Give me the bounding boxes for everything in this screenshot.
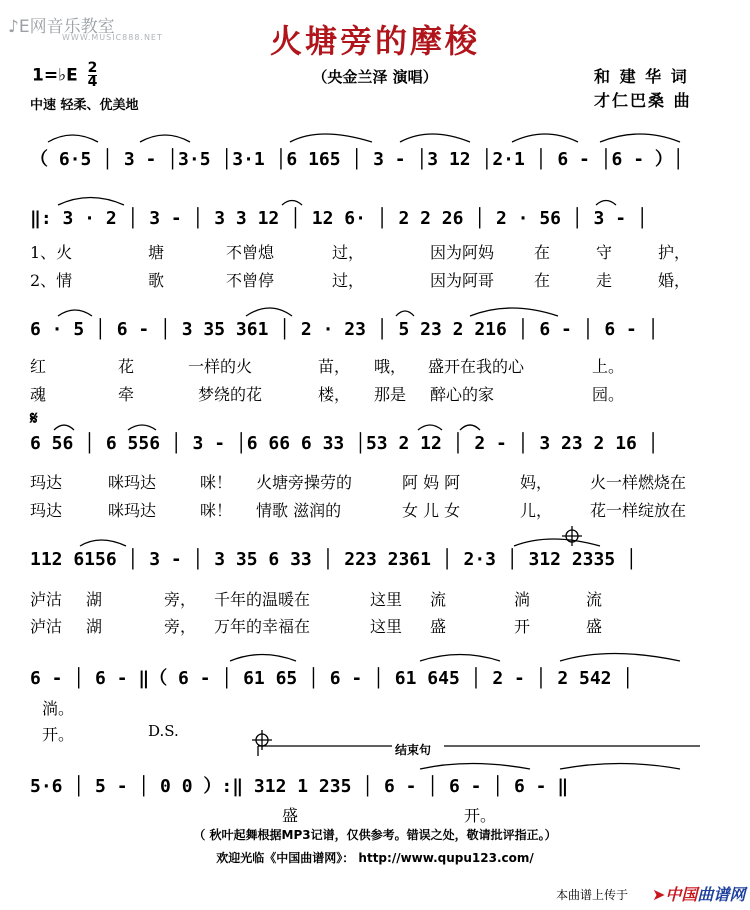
lyric-word: 在: [534, 271, 551, 290]
lyric-word: 咪！: [200, 473, 233, 492]
slur: [80, 540, 126, 546]
music-row-7: 5·6 │ 5 - │ 0 0 ）:‖ 312 1 235 │ 6 - │ 6 - │ 6 - ‖: [30, 776, 569, 797]
slur: [418, 425, 442, 430]
lyric-word: 这里: [370, 617, 403, 636]
music-row-6: 6 - │ 6 - ‖（ 6 - │ 61 65 │ 6 - │ 61 645 │ 2 - │ 2 542 │: [30, 668, 634, 689]
lyric-word: 魂: [30, 385, 47, 404]
slur: [48, 135, 98, 142]
lyric-word: 走: [596, 271, 613, 290]
lyric-word: 2、情: [30, 271, 73, 290]
lyric-word: 咪玛达: [108, 473, 157, 492]
slur: [470, 308, 558, 316]
lyric-word: 湖: [86, 590, 103, 609]
lyric-word: 女 儿 女: [402, 501, 461, 520]
lyric-word: 不曾停: [226, 271, 275, 290]
lyric-word: 开。: [42, 725, 75, 744]
lyric-word: 咪玛达: [108, 501, 157, 520]
segno-icon: 𝄋: [30, 408, 38, 429]
lyric-word: 一样的火: [188, 357, 253, 376]
lyric-word: 湖: [86, 617, 103, 636]
lyric-word: 流: [430, 590, 447, 609]
lyric-word: 火塘旁操劳的: [256, 473, 353, 492]
music-row-2: ‖: 3 · 2 │ 3 - │ 3 3 12 │ 12 6· │ 2 2 26 │ 2 · 56 │ 3 - │: [30, 208, 648, 229]
lyric-word: 上。: [592, 357, 625, 376]
lyric-word: 咪！: [200, 501, 233, 520]
slur: [420, 764, 530, 770]
lyric-word: 歌: [148, 271, 165, 290]
slur: [400, 134, 470, 142]
slur: [596, 201, 616, 206]
time-top: 2: [87, 60, 98, 76]
lyric-word: 盛: [586, 617, 603, 636]
lyric-word: 玛达: [30, 473, 63, 492]
lyric-word: 苗，: [318, 357, 351, 376]
lyric-word: 过，: [332, 271, 365, 290]
slur: [140, 135, 190, 142]
slur: [514, 539, 600, 546]
lyric-word: 淌: [514, 590, 531, 609]
slur: [282, 201, 302, 206]
lyric-word: 泸沽: [30, 617, 63, 636]
lyric-word: 开: [514, 617, 531, 636]
slur: [396, 311, 414, 316]
lyric-word: 开。: [464, 806, 497, 825]
tempo-marking: 中速 轻柔、优美地: [30, 98, 139, 113]
footnote: （ 秋叶起舞根据MP3记谱，仅供参考。错误之处，敬请批评指正。）: [193, 828, 557, 842]
lyric-word: 红: [30, 357, 47, 376]
site-link[interactable]: 欢迎光临《中国曲谱网》： http://www.qupu123.com/: [216, 851, 534, 865]
music-row-4: 6 56 │ 6 556 │ 3 - │6 66 6 33 │53 2 12 │ 2 - │ 3 23 2 16 │: [30, 433, 659, 454]
lyric-word: 婚，: [658, 271, 691, 290]
lyric-word: 情歌 滋润的: [256, 501, 342, 520]
lyric-word: 醉心的家: [430, 385, 495, 404]
lyric-word: 因为阿妈: [430, 243, 495, 262]
lyric-word: 花一样绽放在: [590, 501, 687, 520]
music-row-3: 6 · 5 │ 6 - │ 3 35 361 │ 2 · 23 │ 5 23 2 216 │ 6 - │ 6 - │: [30, 319, 659, 340]
slur: [230, 655, 296, 662]
lyricist: 和 建 华 词: [594, 67, 689, 86]
lyric-word: 旁，: [164, 617, 197, 636]
lyric-word: 那是: [374, 385, 407, 404]
lyric-word: 1、火: [30, 243, 73, 262]
lyric-word: 花: [118, 357, 135, 376]
lyric-word: 过，: [332, 243, 365, 262]
slur: [290, 134, 372, 142]
performer: （央金兰泽 演唱）: [312, 68, 438, 86]
lyric-word: 护，: [658, 243, 691, 262]
lyric-word: 流: [586, 590, 603, 609]
lyric-word: 泸沽: [30, 590, 63, 609]
lyric-word: 千年的温暖在: [214, 590, 311, 609]
slur: [54, 425, 74, 430]
lyric-word: 玛达: [30, 501, 63, 520]
coda-label: 结束句: [395, 743, 432, 757]
slur: [512, 134, 578, 142]
watermark: ♪E网音乐教室: [8, 17, 115, 37]
lyric-word: 万年的幸福在: [214, 617, 311, 636]
lyric-word: 园。: [592, 385, 625, 404]
lyric-word: 塘: [148, 243, 165, 262]
lyric-word: 盛: [282, 806, 299, 825]
slur: [128, 425, 156, 430]
lyric-word: 不曾熄: [226, 243, 275, 262]
upload-note: 本曲谱上传于: [556, 888, 629, 902]
lyric-word: 梦绕的花: [198, 385, 263, 404]
slur: [58, 310, 92, 316]
site-logo[interactable]: ➤中国曲谱网: [652, 885, 746, 904]
lyric-word: 楼，: [318, 385, 351, 404]
music-row-1: （ 6·5 │ 3 - │3·5 │3·1 │6 165 │ 3 - │3 12 │2·1 │ 6 - │6 - ）│: [30, 149, 684, 170]
slur: [560, 764, 680, 770]
time-bottom: 4: [87, 74, 98, 90]
lyric-word: 这里: [370, 590, 403, 609]
lyric-word: 守: [596, 243, 613, 262]
lyric-word: 儿，: [520, 501, 553, 520]
lyric-word: 阿 妈 阿: [402, 473, 461, 492]
lyric-word: 盛: [430, 617, 447, 636]
slur: [246, 308, 292, 316]
dal-segno-mark: D.S.: [148, 722, 179, 740]
watermark-icon: ♪: [8, 17, 19, 37]
lyric-word: 妈，: [520, 473, 553, 492]
lyric-word: 哦，: [374, 357, 407, 376]
lyric-word: 火一样燃烧在: [590, 473, 687, 492]
lyric-word: 淌。: [42, 699, 75, 718]
lyric-word: 因为阿哥: [430, 271, 495, 290]
song-title: 火塘旁的摩梭: [269, 22, 480, 60]
music-row-5: 112 6156 │ 3 - │ 3 35 6 33 │ 223 2361 │ 2·3 │ 312 2335 │: [30, 549, 637, 570]
slur: [560, 654, 680, 662]
lyric-word: 旁，: [164, 590, 197, 609]
slur: [58, 198, 124, 206]
slur: [460, 425, 480, 430]
composer: 才仁巴桑 曲: [594, 91, 692, 110]
key-text: 1=♭E: [32, 65, 78, 86]
lyric-word: 盛开在我的心: [428, 357, 525, 376]
slur: [600, 134, 680, 142]
slur: [420, 655, 500, 662]
lyric-word: 在: [534, 243, 551, 262]
logo-arrow-icon: ➤: [652, 885, 666, 904]
watermark-url: WWW.MUSIC888.NET: [62, 33, 163, 42]
lyric-word: 牵: [118, 385, 135, 404]
